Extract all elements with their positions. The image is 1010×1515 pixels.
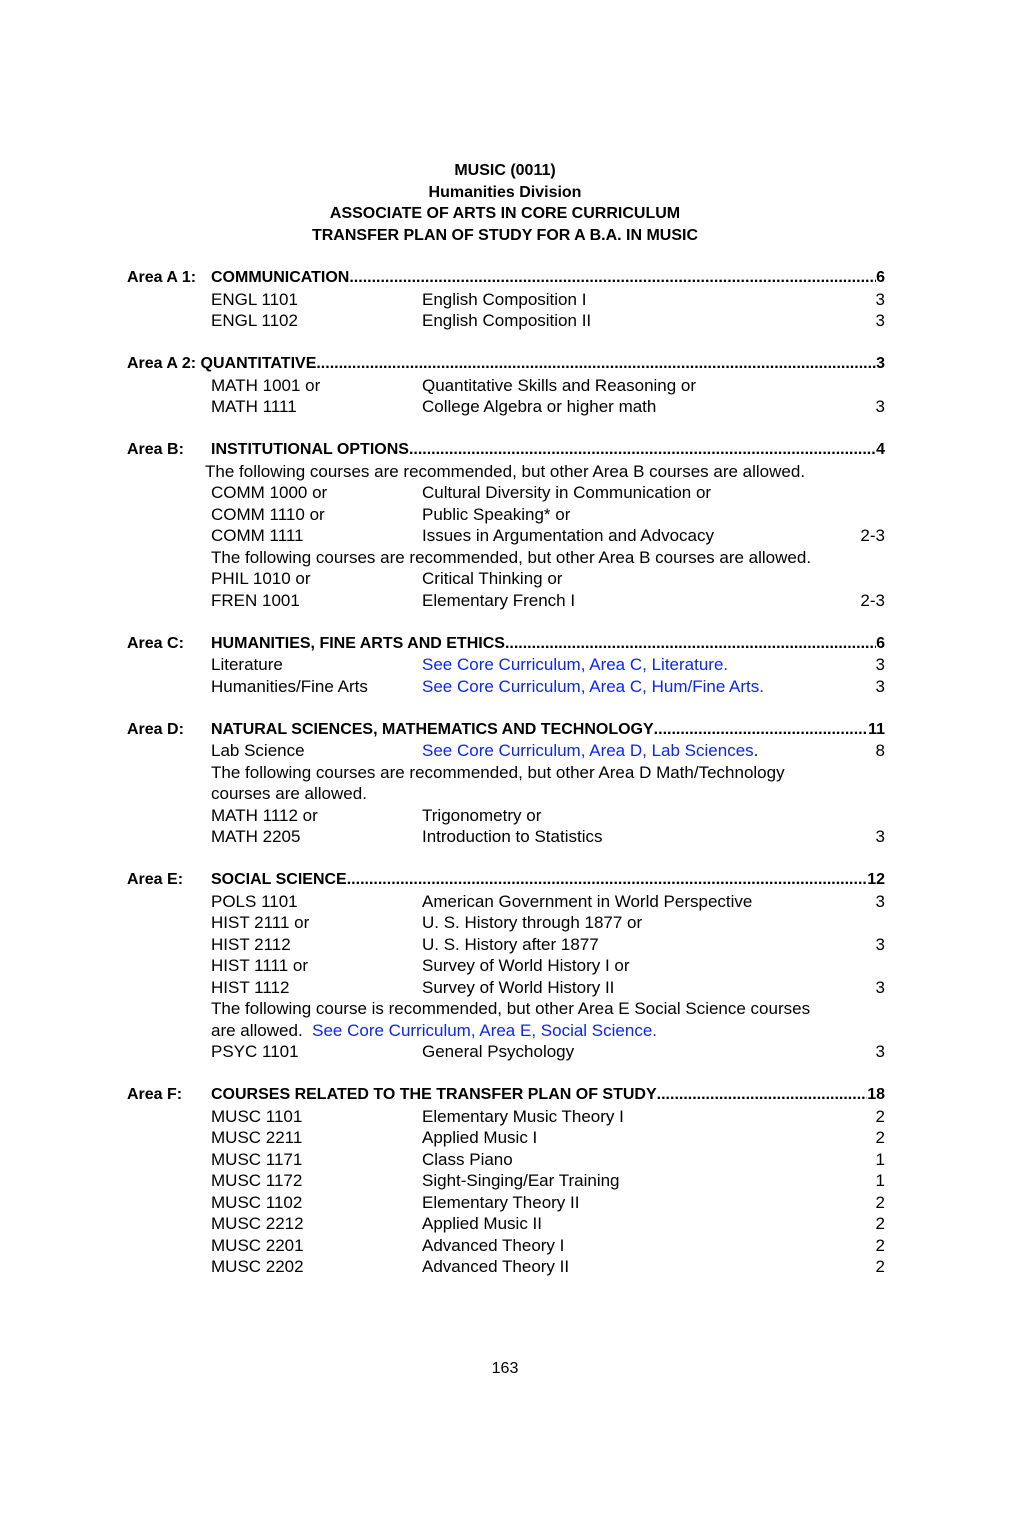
- course-row: [127, 654, 885, 676]
- course-title: Introduction to Statistics: [422, 827, 603, 846]
- area-note: The following course is recommended, but other Area E Social Science courses: [211, 999, 811, 1018]
- course-title: Cultural Diversity in Communication or: [422, 483, 712, 502]
- course-credits: 3: [875, 397, 885, 416]
- course-credits: 3: [875, 977, 885, 997]
- course-credits: 2: [875, 1235, 885, 1255]
- course-code: MUSC 1171: [211, 1149, 303, 1169]
- course-row: [127, 1256, 885, 1278]
- course-title: Advanced Theory II: [422, 1257, 570, 1276]
- course-title: Issues in Argumentation and Advocacy: [422, 526, 715, 545]
- course-credits: 1: [875, 1149, 885, 1169]
- area-label: Area A 2:: [127, 355, 197, 372]
- area-title: INSTITUTIONAL OPTIONS: [211, 441, 409, 458]
- course-row: [127, 1213, 885, 1235]
- course-code: HIST 2112: [211, 934, 291, 954]
- course-row: [127, 1192, 885, 1214]
- area-credits: 6: [876, 634, 885, 652]
- course-row: [127, 396, 885, 418]
- course-code: FREN 1001: [211, 590, 300, 610]
- course-title: Survey of World History II: [422, 977, 615, 997]
- area-d-heading: [127, 719, 885, 741]
- course-credits: 2: [875, 1106, 885, 1126]
- area-credits: 6: [876, 269, 885, 286]
- leader-dots: [654, 719, 868, 741]
- course-code: COMM 1000 or: [211, 483, 328, 502]
- area-title: QUANTITATIVE: [200, 355, 317, 372]
- course-credits: 1: [875, 1171, 885, 1190]
- area-note: are allowed. See Core Curriculum, Area E, Social Science.: [211, 1020, 657, 1040]
- course-title: English Composition I: [422, 289, 587, 309]
- course-title: Critical Thinking or: [422, 569, 563, 588]
- course-row: [127, 504, 885, 526]
- document-header: [0, 160, 1010, 246]
- area-title: HUMANITIES, FINE ARTS AND ETHICS: [211, 634, 505, 652]
- course-row: [127, 375, 885, 397]
- course-title: Applied Music I: [422, 1128, 538, 1147]
- course-code: Humanities/Fine Arts: [211, 676, 368, 696]
- course-title: Trigonometry or: [422, 805, 542, 825]
- core-curriculum-link[interactable]: See Core Curriculum, Area C, Hum/Fine Arts.: [422, 676, 765, 696]
- course-row: [127, 590, 885, 612]
- course-code: MATH 1111: [211, 397, 297, 416]
- course-row: [127, 826, 885, 848]
- course-title: American Government in World Perspective: [422, 891, 753, 911]
- core-curriculum-link[interactable]: See Core Curriculum, Area D, Lab Sciences: [422, 741, 754, 760]
- page-number: 163: [491, 1360, 519, 1377]
- course-row: Lab Science See Core Curriculum, Area D, Lab Sciences. 8: [211, 741, 885, 760]
- course-title: English Composition II: [422, 311, 592, 330]
- course-title: Public Speaking* or: [422, 504, 571, 524]
- area-c-heading: [127, 633, 885, 655]
- course-code: HIST 1112: [211, 977, 290, 997]
- course-credits: 3: [875, 655, 885, 674]
- area-credits: 18: [867, 1086, 885, 1103]
- course-credits: 3: [875, 311, 885, 330]
- leader-dots: [657, 1084, 868, 1106]
- course-code: Lab Science: [211, 741, 305, 760]
- course-code: ENGL 1102: [211, 311, 298, 330]
- course-code: MATH 1112 or: [211, 805, 318, 825]
- leader-dots: [349, 267, 876, 289]
- course-title: U. S. History after 1877: [422, 934, 599, 954]
- course-row: [127, 1170, 885, 1192]
- course-title: Sight-Singing/Ear Training: [422, 1171, 620, 1190]
- course-code: POLS 1101: [211, 891, 298, 911]
- course-row: [127, 568, 885, 590]
- course-credits: 2-3: [860, 526, 885, 545]
- course-credits: 3: [875, 827, 885, 846]
- course-code: PSYC 1101: [211, 1042, 299, 1061]
- course-code: MUSC 1101: [211, 1106, 303, 1126]
- area-label: Area A 1:: [127, 269, 197, 286]
- course-row: [127, 977, 885, 999]
- area-label: Area E:: [127, 871, 184, 888]
- area-f-heading: [127, 1084, 885, 1106]
- course-row: [127, 912, 885, 934]
- course-credits: 3: [875, 934, 885, 954]
- course-row: [127, 289, 885, 311]
- area-credits: 4: [876, 441, 885, 458]
- course-code: PHIL 1010 or: [211, 569, 311, 588]
- course-code: Literature: [211, 655, 283, 674]
- area-credits: 3: [876, 355, 885, 372]
- course-code: MATH 1001 or: [211, 375, 321, 395]
- course-title: U. S. History through 1877 or: [422, 913, 643, 932]
- area-note: The following courses are recommended, but other Area D Math/Technology: [211, 762, 785, 782]
- course-row: [127, 310, 885, 332]
- area-a1-heading: [127, 267, 885, 289]
- course-credits: 2: [875, 1214, 885, 1233]
- course-code: MUSC 1172: [211, 1171, 303, 1190]
- course-code: COMM 1111: [211, 526, 304, 545]
- course-credits: 2: [875, 1257, 885, 1276]
- course-code: COMM 1110 or: [211, 504, 325, 524]
- area-title: COMMUNICATION: [211, 269, 350, 286]
- division-name: Humanities Division: [428, 183, 582, 201]
- leader-dots: [409, 439, 876, 461]
- course-plan: [127, 267, 885, 1278]
- course-row: [127, 891, 885, 913]
- course-row: [127, 482, 885, 504]
- course-row: [127, 1127, 885, 1149]
- course-title: Advanced Theory I: [422, 1235, 565, 1255]
- area-e-heading: [127, 869, 885, 891]
- area-title: NATURAL SCIENCES, MATHEMATICS AND TECHNOLOGY: [211, 720, 654, 738]
- leader-dots: [347, 869, 867, 891]
- course-row: [127, 1041, 885, 1063]
- course-code: MUSC 1102: [211, 1192, 303, 1212]
- course-title: Class Piano: [422, 1149, 513, 1169]
- course-title: Elementary Theory II: [422, 1192, 580, 1212]
- course-code: ENGL 1101: [211, 289, 298, 309]
- course-row: [127, 934, 885, 956]
- course-row: [127, 525, 885, 547]
- area-title: COURSES RELATED TO THE TRANSFER PLAN OF STUDY: [211, 1086, 657, 1103]
- course-title: Survey of World History I or: [422, 956, 630, 975]
- course-title: Applied Music II: [422, 1214, 542, 1233]
- course-title: College Algebra or higher math: [422, 397, 657, 416]
- course-row: [127, 805, 885, 827]
- course-credits: 8: [875, 741, 885, 760]
- course-title: Elementary Music Theory I: [422, 1106, 624, 1126]
- leader-dots: [316, 353, 876, 375]
- course-title: General Psychology: [422, 1042, 575, 1061]
- area-label: Area B:: [127, 441, 184, 458]
- area-label: Area F:: [127, 1086, 183, 1103]
- course-row: [127, 1149, 885, 1171]
- program-title: MUSIC (0011): [454, 162, 556, 179]
- course-title: Elementary French I: [422, 590, 576, 610]
- course-title: Quantitative Skills and Reasoning or: [422, 375, 697, 395]
- area-note: The following courses are recommended, but other Area B courses are allowed.: [211, 547, 812, 567]
- degree-title: ASSOCIATE OF ARTS IN CORE CURRICULUM: [329, 205, 681, 222]
- course-code: MUSC 2211: [211, 1128, 303, 1147]
- course-code: MUSC 2202: [211, 1257, 304, 1276]
- core-curriculum-link[interactable]: See Core Curriculum, Area E, Social Science.: [312, 1020, 657, 1040]
- area-note: The following courses are recommended, but other Area B courses are allowed.: [205, 461, 806, 481]
- area-credits: 11: [868, 720, 885, 738]
- course-credits: 2-3: [860, 590, 885, 610]
- area-note: courses are allowed.: [211, 784, 367, 803]
- core-curriculum-link[interactable]: See Core Curriculum, Area C, Literature.: [422, 655, 729, 674]
- course-credits: 3: [875, 1042, 885, 1061]
- area-credits: 12: [867, 871, 885, 888]
- course-code: HIST 1111 or: [211, 956, 309, 975]
- area-title: SOCIAL SCIENCE: [211, 871, 347, 888]
- plan-title: TRANSFER PLAN OF STUDY FOR A B.A. IN MUSIC: [311, 226, 699, 244]
- course-code: MATH 2205: [211, 827, 301, 846]
- course-credits: 2: [875, 1192, 885, 1212]
- course-credits: 3: [875, 289, 885, 309]
- course-code: HIST 2111 or: [211, 913, 310, 932]
- course-credits: 3: [875, 891, 885, 911]
- course-row: [127, 1235, 885, 1257]
- area-a2-heading: [127, 353, 885, 375]
- area-label: Area C:: [127, 634, 184, 652]
- course-credits: 3: [875, 676, 885, 696]
- course-code: MUSC 2212: [211, 1214, 304, 1233]
- course-credits: 2: [875, 1128, 885, 1147]
- course-row: [127, 955, 885, 977]
- leader-dots: [505, 633, 876, 655]
- course-code: MUSC 2201: [211, 1235, 304, 1255]
- course-row: [127, 676, 885, 698]
- area-b-heading: [127, 439, 885, 461]
- area-label: Area D:: [127, 720, 184, 738]
- course-row: [127, 1106, 885, 1128]
